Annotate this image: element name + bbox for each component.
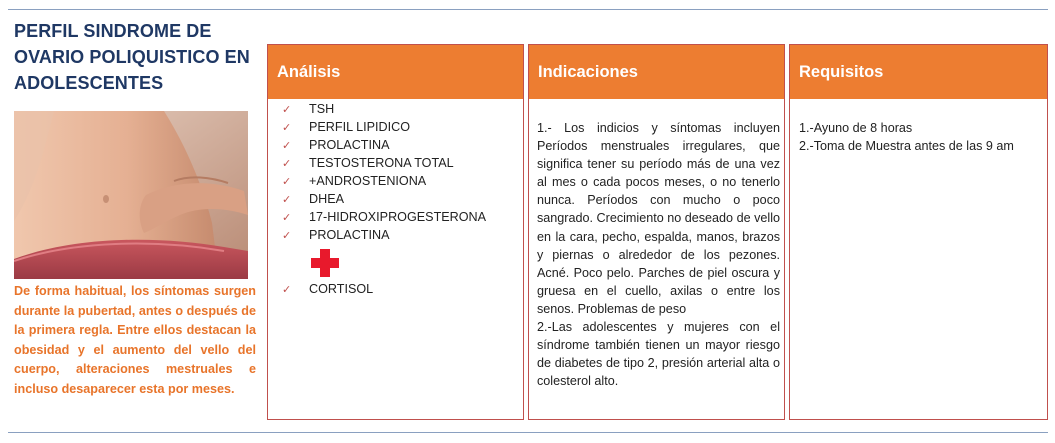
requisitos-header: Requisitos: [790, 45, 1047, 99]
analisis-header: Análisis: [268, 45, 523, 99]
check-icon: ✓: [282, 212, 292, 224]
list-item: ✓ CORTISOL: [282, 282, 374, 296]
red-cross-icon: [311, 249, 339, 277]
requisito-item: 1.-Ayuno de 8 horas: [799, 121, 913, 135]
list-item: ✓ TSH: [282, 102, 335, 116]
bottom-divider: [8, 432, 1048, 433]
list-item: ✓ +ANDROSTENIONA: [282, 174, 427, 188]
check-icon: ✓: [282, 230, 292, 242]
indicaciones-card: [528, 44, 785, 420]
indicaciones-header: Indicaciones: [529, 45, 784, 99]
abdomen-photo: [14, 111, 248, 279]
list-item: ✓ DHEA: [282, 192, 344, 206]
list-item: ✓ 17-HIDROXIPROGESTERONA: [282, 210, 487, 224]
list-item: ✓ PROLACTINA: [282, 138, 390, 152]
requisito-item: 2.-Toma de Muestra antes de las 9 am: [799, 139, 1014, 153]
page-title: PERFIL SINDROME DE OVARIO POLIQUISTICO EN ADOLESCENTES: [14, 21, 250, 93]
check-icon: ✓: [282, 104, 292, 116]
check-icon: ✓: [282, 194, 292, 206]
check-icon: ✓: [282, 140, 292, 152]
analisis-card: [267, 44, 524, 420]
check-icon: ✓: [282, 122, 292, 134]
description-text: De forma habitual, los síntomas surgen durante la pubertad, antes o después de la primera regla. Entre ellos destacan la obesidad y el aumento del vello del cuerpo, alteraciones mestruales e incluso desaparecer esta por meses.: [14, 284, 256, 396]
check-icon: ✓: [282, 284, 292, 296]
indicaciones-paragraph-2: 2.-Las adolescentes y mujeres con el síndrome también tienen un mayor riesgo de diabetes de tipo 2, presión arterial alta o colesterol alto.: [537, 320, 780, 389]
requisitos-body: [799, 119, 1039, 155]
indicaciones-body: [537, 119, 780, 390]
list-item: ✓ PROLACTINA: [282, 228, 390, 242]
list-item: ✓ PERFIL LIPIDICO: [282, 120, 411, 134]
list-item: ✓ TESTOSTERONA TOTAL: [282, 156, 454, 170]
indicaciones-paragraph-1: 1.- Los indicios y síntomas incluyen Períodos menstruales irregulares, que significa tener su período más de una vez al mes o cada pocos meses, o no tenerlo nunca. Períodos con mucho o poco sangrado. Crecimiento no deseado de vello en la cara, pecho, espalda, manos, brazos y piernas o alrededor de los pezones. Acné. Poco pelo. Parches de piel oscura y gruesa en el cuello, axilas o entre los senos. Problemas de peso: [537, 121, 780, 316]
requisitos-card: [789, 44, 1048, 420]
check-icon: ✓: [282, 158, 292, 170]
top-divider: [8, 9, 1048, 10]
check-icon: ✓: [282, 176, 292, 188]
